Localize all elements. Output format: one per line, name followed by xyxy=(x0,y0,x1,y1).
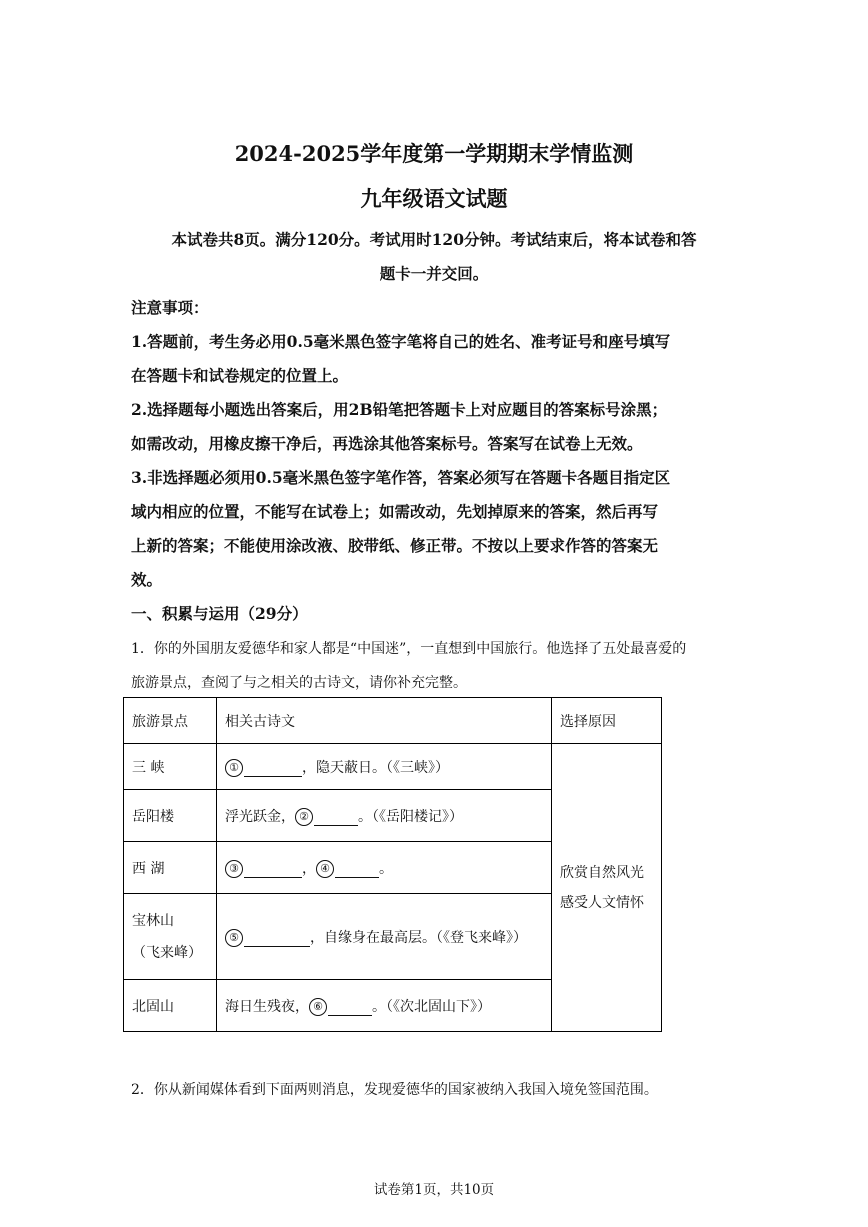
reason-line: 感受人文情怀 xyxy=(560,894,644,911)
blank-number: ④ xyxy=(316,860,334,878)
place-cell xyxy=(124,894,217,980)
table-header-cell: 相关古诗文 xyxy=(217,698,552,744)
notes-heading: 注意事项： xyxy=(131,298,209,317)
question-1-line-2: 旅游景点，查阅了与之相关的古诗文，请你补充完整。 xyxy=(131,675,467,691)
place-cell: 西 湖 xyxy=(124,842,217,894)
answer-blank[interactable] xyxy=(244,932,310,947)
poem-cell xyxy=(217,842,552,894)
exam-title: 2024-2025学年度第一学期期末学情监测 xyxy=(234,141,634,166)
notes-line: 效。 xyxy=(131,570,163,589)
answer-blank[interactable] xyxy=(335,863,379,878)
poem-cell xyxy=(217,894,552,980)
answer-blank[interactable] xyxy=(314,811,358,826)
poem-text: 浮光跃金， xyxy=(225,808,295,825)
poem-text: 。（《次北固山下》） xyxy=(372,998,491,1015)
notes-line: 在答题卡和试卷规定的位置上。 xyxy=(131,366,349,385)
page-footer: 试卷第1页，共10页 xyxy=(373,1182,495,1198)
intro-line-1: 本试卷共8页。满分120分。考试用时120分钟。考试结束后，将本试卷和答 xyxy=(171,230,697,249)
reason-line: 欣赏自然风光 xyxy=(560,864,644,881)
blank-number: ⑤ xyxy=(225,929,243,947)
answer-blank[interactable] xyxy=(328,1001,372,1016)
section-heading: 一、积累与运用（29分） xyxy=(131,604,308,623)
poem-text: 。（《岳阳楼记》） xyxy=(358,808,463,825)
notes-line: 上新的答案；不能使用涂改液、胶带纸、修正带。不按以上要求作答的答案无 xyxy=(131,536,659,555)
notes-line: 如需改动，用橡皮擦干净后，再选涂其他答案标号。答案写在试卷上无效。 xyxy=(131,434,643,453)
question-2-line-1: 2．你从新闻媒体看到下面两则消息，发现爱德华的国家被纳入我国入境免签国范围。 xyxy=(131,1082,658,1098)
poem-cell xyxy=(217,980,552,1032)
question-1-line-1: 1．你的外国朋友爱德华和家人都是“中国迷”，一直想到中国旅行。他选择了五处最喜爱的 xyxy=(131,641,687,657)
place-name: 宝林山 xyxy=(132,912,174,929)
table-row xyxy=(124,744,662,790)
poem-text: ，隐天蔽日。（《三峡》） xyxy=(302,759,449,776)
table-header-row xyxy=(124,698,662,744)
blank-number: ③ xyxy=(225,860,243,878)
poem-text: ，自缘身在最高层。（《登飞来峰》） xyxy=(310,929,527,946)
place-cell: 三 峡 xyxy=(124,744,217,790)
exam-subtitle: 九年级语文试题 xyxy=(360,186,508,211)
blank-number: ⑥ xyxy=(309,998,327,1016)
blank-number: ② xyxy=(295,808,313,826)
poem-cell xyxy=(217,790,552,842)
poetry-table xyxy=(123,697,662,1032)
intro-line-2: 题卡一并交回。 xyxy=(379,264,489,283)
table-header-cell: 选择原因 xyxy=(552,698,662,744)
poem-text: ， xyxy=(302,860,316,877)
table-header-cell: 旅游景点 xyxy=(124,698,217,744)
place-cell: 岳阳楼 xyxy=(124,790,217,842)
notes-line: 1.答题前，考生务必用0.5毫米黑色签字笔将自己的姓名、准考证号和座号填写 xyxy=(131,332,671,351)
poem-text: 。 xyxy=(379,860,393,877)
poem-text: 海日生残夜， xyxy=(225,998,309,1015)
answer-blank[interactable] xyxy=(244,762,302,777)
place-cell: 北固山 xyxy=(124,980,217,1032)
reason-cell xyxy=(552,744,662,1032)
answer-blank[interactable] xyxy=(244,863,302,878)
place-alias: （飞来峰） xyxy=(132,944,202,961)
notes-line: 2.选择题每小题选出答案后，用2B铅笔把答题卡上对应题目的答案标号涂黑； xyxy=(131,400,668,419)
notes-line: 域内相应的位置，不能写在试卷上；如需改动，先划掉原来的答案，然后再写 xyxy=(131,502,659,521)
poem-cell xyxy=(217,744,552,790)
notes-line: 3.非选择题必须用0.5毫米黑色签字笔作答，答案必须写在答题卡各题目指定区 xyxy=(131,468,671,487)
blank-number: ① xyxy=(225,759,243,777)
